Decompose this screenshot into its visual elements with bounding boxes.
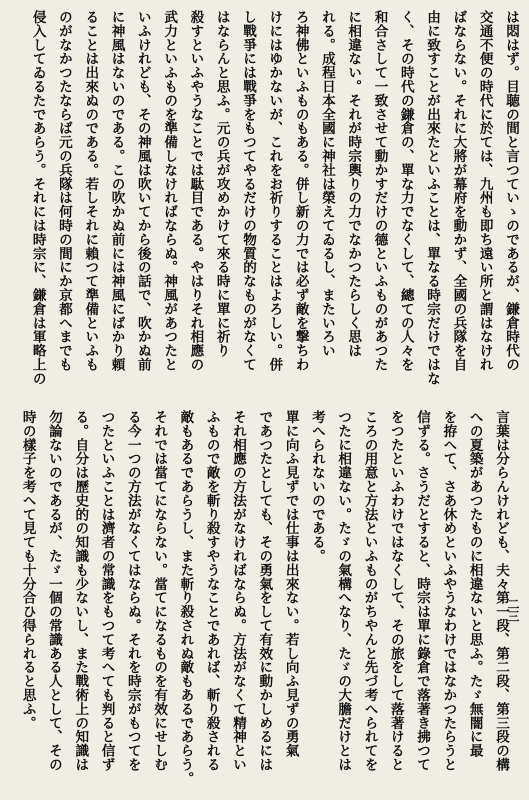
text-column: つたといふことは濟者の常識をもつて考へても判ると信ず [98, 410, 115, 772]
text-column: のがなかつたならば元の兵隊は何時の間にか京都へまでも [55, 10, 72, 372]
text-column: 武力といふものを準備しなければならぬ。神風があつたと [161, 10, 178, 372]
text-column: く、その時代の鎌倉の、單な力でなくして、總ての人々を [397, 10, 414, 372]
text-column: 殺すといふやうなことでは駄目である。やはりそれ相應の [187, 10, 204, 372]
text-column: 時の樣子を考へて見ても十分合ひ得られると思ふ。 [19, 410, 36, 730]
text-column: であつたとしても、その勇氣をして有效に動かしめるには [256, 410, 273, 772]
text-column: けにはゆかないが、これをお祈りすることはよろしい。併 [266, 10, 283, 372]
text-column: 和合さして一致させて動かすだけの德といふものがあつた [371, 10, 388, 372]
text-column: を拵へて、さあ休めといふやうなわけではなかつたらうと [440, 410, 457, 772]
text-column: は悶はず。目聴の間と言つていゝのであるが、鎌倉時代の [503, 10, 519, 372]
text-column: 信ずる。さうだとすると、時宗は單に錄倉で落著き拂つて [414, 410, 431, 772]
text-column: 勿論ないのであるが、たゞ一個の常識ある人として、その [45, 410, 62, 772]
text-column: はならんと思ふ。元の兵が攻めかけて來る時に單に祈り [213, 10, 230, 358]
text-column: に神風はないのである。この吹かぬ前には神風にばかり頼 [108, 10, 125, 372]
text-column: ばならない。それに大將が幕府を動かず、全國の兵隊を自 [450, 10, 467, 372]
text-column: 交通不便の時代に於ては、九州も即ち遠い所と謂はなけれ [476, 10, 493, 372]
text-column: る今一つの方法がなくてはならぬ。それを時宗がもつてを [124, 410, 141, 772]
text-column: 言葉は分らんけれども、夫々第一段、第二段、第三段の構 [493, 410, 509, 772]
lower-text-block [8, 410, 514, 796]
text-column: いふけれども、その神風は吹いてから後の話で、吹かぬ前 [134, 10, 151, 372]
text-column: つたに相違ない。たゞの氣構へなり、たゞの大膽だけとは [335, 410, 352, 772]
text-column: し戰爭には戰爭をもつてやるだけの物質的なものがなくて [240, 10, 257, 372]
text-column: 侵入してゐるたであらう。それには時宗に、鎌倉は軍略上の [29, 10, 46, 386]
text-column: 由に致すことが出來たといふことは、單なる時宗だけではな [424, 10, 441, 386]
text-column: 考へられないのである。 [308, 410, 325, 563]
text-column: に相違ない。それが時宗輿りの力でなかつたらしく思は [345, 10, 362, 358]
text-column: ろ神佛といふものもある。併し新の力では必ず敵を撃ちわ [292, 10, 309, 372]
upper-text-block [4, 10, 524, 387]
text-column: それでは當てにならない。當てになるものを有效にせしむ [151, 410, 168, 772]
text-column: れる。成程日本全國に神社は榮えてゐるし、またいろい [318, 10, 335, 358]
text-column: への夏築があつたものに相違ないと思ふ。たゞ無闇に最 [466, 410, 483, 758]
text-column: 敵もあるであらうし、また斬り殺されぬ敵もあるであらう。 [177, 410, 194, 786]
text-column: ころの用意と方法といふものがちやんと先づ考へられてを [361, 410, 378, 772]
text-column: ることは出來ぬのである。若しそれに賴つて準備といふも [82, 10, 99, 372]
page-number: 二三 [506, 598, 520, 622]
text-column: をつたといふわけではなくして、その旅をして落著けると [387, 410, 404, 772]
text-column: ふもので敵を斬り殺すやうなことであれば、斬り殺される [203, 410, 220, 772]
text-column: それ相應の方法がなければならぬ。方法がなくて精神とい [230, 410, 247, 772]
text-column: る。自分は歷史的の知識も少ないし、また戰術上の知識は [72, 410, 89, 772]
text-column: 單に向ふ見ずでは仕事は出來ない。若し向ふ見ずの勇氣 [282, 410, 299, 758]
